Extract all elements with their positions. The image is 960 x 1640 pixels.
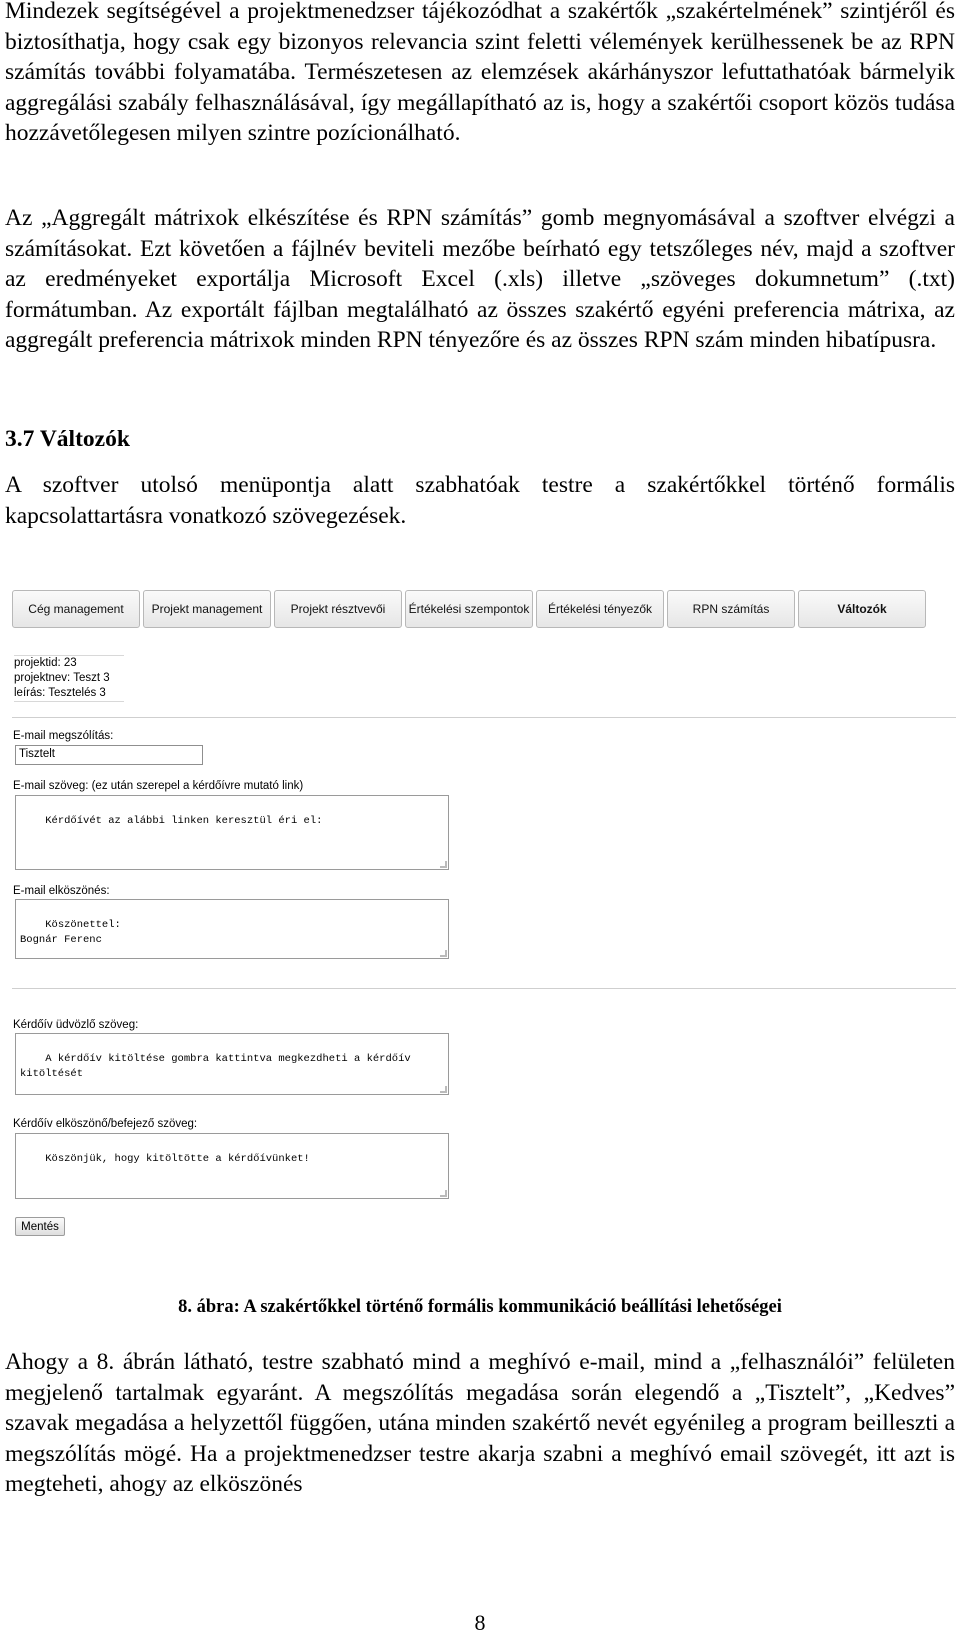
email-text-label: E-mail szöveg: (ez után szerepel a kérdőívre mutató link) (13, 780, 304, 792)
main-nav (12, 585, 956, 635)
resize-handle[interactable] (440, 861, 447, 868)
project-info (14, 655, 124, 702)
welcome-textarea[interactable] (15, 1033, 449, 1095)
save-button[interactable]: Mentés (15, 1217, 65, 1236)
paragraph-explanation: Ahogy a 8. ábrán látható, testre szabható mind a meghívó e-mail, mind a „felhasználói” felületen megjelenő tartalmak egyaránt. A megszólítás megadása során elegendő a „Tisztelt”, „Kedves” szavak megadása a helyzettől függően, utána minden szakértő nevét egyénileg a program beilleszti a megszólítás mögé. Ha a projektmenedzser testre akarja szabni a meghívó email szövegét, itt azt is megteheti, ahogy az elköszönés (5, 1349, 955, 1497)
tab-evaluation-criteria[interactable]: Értékelési szempontok (405, 590, 533, 628)
salutation-input[interactable]: Tisztelt (15, 745, 203, 765)
project-name: projektnev: Teszt 3 (14, 672, 110, 684)
tab-company-management[interactable]: Cég management (12, 590, 140, 628)
tab-project-participants[interactable]: Projekt résztvevői (274, 590, 402, 628)
section-divider (12, 988, 956, 989)
resize-handle[interactable] (440, 950, 447, 957)
closing-label: Kérdőív elköszönő/befejező szöveg: (13, 1118, 198, 1130)
figure-caption: 8. ábra: A szakértőkkel történő formális kommunikáció beállítási lehetőségei (178, 1297, 782, 1317)
farewell-value: Köszönettel: Bognár Ferenc (20, 919, 121, 946)
tab-rpn-calculation[interactable]: RPN számítás (667, 590, 795, 628)
welcome-value: A kérdőív kitöltése gombra kattintva megkezdheti a kérdőív kitöltését (20, 1053, 411, 1080)
section-divider (12, 717, 956, 718)
project-id: projektid: 23 (14, 657, 77, 669)
page-number: 8 (474, 1610, 486, 1635)
farewell-label: E-mail elköszönés: (13, 885, 110, 897)
settings-screenshot (12, 585, 956, 1285)
email-text-value: Kérdőívét az alábbi linken keresztül éri el: (45, 815, 323, 827)
section-heading: 3.7 Változók (5, 426, 130, 452)
farewell-textarea[interactable] (15, 899, 449, 959)
paragraph-intro: Mindezek segítségével a projektmenedzser tájékozódhat a szakértők „szakértelmének” szintjéről és biztosíthatja, hogy csak egy bizonyos relevancia szint feletti vélemények kerülhessenek be az RPN számítás további folyamatába. Természetesen az elemzések akárhányszor lefuttathatóak bármelyik aggregálási szabály felhasználásával, így megállapítható az is, hogy a szakértői csoport közös tudása hozzávetőlegesen milyen szintre pozícionálható. (5, 0, 955, 146)
paragraph-aggregation: Az „Aggregált mátrixok elkészítése és RPN számítás” gomb megnyomásával a szoftver elvégzi a számításokat. Ezt követően a fájlnév beviteli mezőbe beírható egy tetszőleges név, majd a szoftver az eredményeket exportálja Microsoft Excel (.xls) illetve „szöveges dokumnetum” (.txt) formátumban. Az exportált fájlban megtalálható az összes szakértő egyéni preferencia mátrixa, az aggregált preferencia mátrixok minden RPN tényezőre és az összes RPN szám minden hibatípusra. (5, 205, 955, 353)
resize-handle[interactable] (440, 1086, 447, 1093)
closing-value: Köszönjük, hogy kitöltötte a kérdőívünket! (45, 1153, 310, 1165)
project-description: leírás: Tesztelés 3 (14, 687, 106, 699)
paragraph-variables: A szoftver utolsó menüpontja alatt szabhatóak testre a szakértőkkel történő formális kapcsolattartásra vonatkozó szövegezések. (5, 472, 955, 529)
email-text-textarea[interactable] (15, 795, 449, 870)
closing-textarea[interactable] (15, 1133, 449, 1199)
tab-project-management[interactable]: Projekt management (143, 590, 271, 628)
welcome-label: Kérdőív üdvözlő szöveg: (13, 1019, 139, 1031)
divider (14, 701, 124, 702)
tab-evaluation-factors[interactable]: Értékelési tényezők (536, 590, 664, 628)
tab-variables[interactable]: Változók (798, 590, 926, 628)
resize-handle[interactable] (440, 1190, 447, 1197)
salutation-label: E-mail megszólítás: (13, 730, 114, 742)
